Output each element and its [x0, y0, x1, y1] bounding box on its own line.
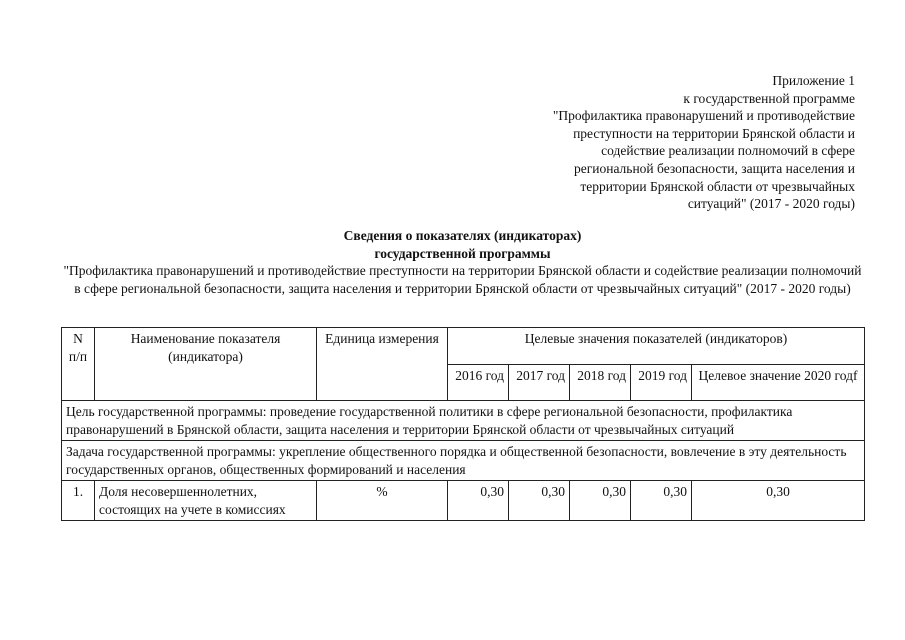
appendix-line: региональной безопасности, защита населения и: [573, 160, 855, 176]
header-year: 2019 год: [631, 364, 692, 401]
goal-row: [62, 401, 865, 441]
row-value: 0,30: [448, 481, 509, 521]
row-name: Доля несовершеннолетних, состоящих на учете в комиссиях: [95, 481, 317, 521]
heading-program-name: "Профилактика правонарушений и противодействие преступности на территории Брянской области и содействие реализации полномочий в сфере региональной безопасности, защита населения и территории Брянской области от чрезвычайных ситуаций" (2017 - 2020 годы): [63, 263, 862, 296]
header-unit: Единица измерения: [317, 328, 448, 401]
row-unit: %: [317, 481, 448, 521]
header-name: Наименование показателя (индикатора): [95, 328, 317, 401]
appendix-line: к государственной программе: [683, 90, 855, 106]
header-year: 2016 год: [448, 364, 509, 401]
appendix-line: "Профилактика правонарушений и противодействие: [552, 108, 855, 124]
header-targets: Целевые значения показателей (индикаторов): [448, 328, 865, 365]
appendix-line: ситуаций" (2017 - 2020 годы): [687, 196, 855, 212]
appendix-line: территории Брянской области от чрезвычайных: [580, 178, 855, 194]
header-num: N п/п: [62, 328, 95, 401]
document-heading: [60, 227, 865, 297]
row-value: 0,30: [509, 481, 570, 521]
header-final: Целевое значение 2020 годf: [692, 364, 865, 401]
heading-title: Сведения о показателях (индикаторах): [343, 228, 582, 243]
task-text: Задача государственной программы: укрепление общественного порядка и общественной безопасности, вовлечение в эту деятельность государственных органов, общественных формирований и населения: [62, 441, 865, 481]
indicators-table: [61, 327, 865, 521]
header-year: 2017 год: [509, 364, 570, 401]
task-row: [62, 441, 865, 481]
row-value: 0,30: [631, 481, 692, 521]
table-header-row: [62, 328, 865, 365]
row-num: 1.: [62, 481, 95, 521]
appendix-line: преступности на территории Брянской области и: [573, 125, 855, 141]
row-final: 0,30: [692, 481, 865, 521]
appendix-line: Приложение 1: [772, 73, 855, 88]
goal-text: Цель государственной программы: проведение государственной политики в сфере региональной безопасности, профилактика правонарушений в Брянской области, защита населения и территории Брянской области от чрезвычайных ситуаций: [62, 401, 865, 441]
heading-subtitle: государственной программы: [374, 245, 551, 261]
row-value: 0,30: [570, 481, 631, 521]
appendix-block: [495, 72, 855, 213]
appendix-line: содействие реализации полномочий в сфере: [601, 143, 855, 159]
table-row: [62, 481, 865, 521]
header-year: 2018 год: [570, 364, 631, 401]
